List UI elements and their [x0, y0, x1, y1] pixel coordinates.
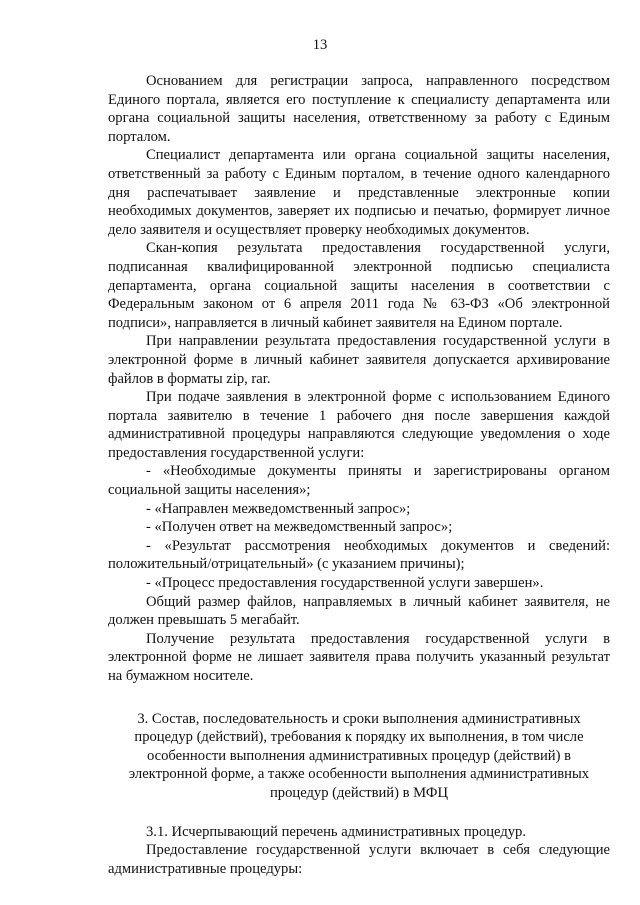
paragraph-registration-basis: Основанием для регистрации запроса, направленного посредством Единого портала, является его поступление к специалисту департамента или органа социальной защиты населения, ответственному за работу с Единым порталом.	[108, 73, 610, 145]
paragraph-paper-result: Получение результата предоставления государственной услуги в электронной форме не лишает заявителя права получить указанный результат на бумажном носителе.	[108, 630, 610, 684]
paragraph-notifications-intro: При подаче заявления в электронной форме с использованием Единого портала заявителю в течение 1 рабочего дня после завершения каждой административной процедуры направляются следующие уведомления о ходе предоставления государственной услуги:	[108, 389, 610, 461]
list-item-process-completed: - «Процесс предоставления государственной услуги завершен».	[146, 575, 544, 592]
paragraph-file-size: Общий размер файлов, направляемых в личный кабинет заявителя, не должен превышать 5 мегабайт.	[108, 593, 610, 629]
list-item-review-result: - «Результат рассмотрения необходимых документов и сведений: положительный/отрицательный» (с указанием причины);	[108, 537, 610, 573]
paragraph-scan-copy: Скан-копия результата предоставления государственной услуги, подписанная квалифицированной электронной подписью специалиста департамента, органа социальной защиты населения в соответствии с Федеральным законом от 6 апреля 2011 года № 63-ФЗ «Об электронной подписи», направляется в личный кабинет заявителя на Едином портале.	[108, 240, 610, 331]
section-heading: 3. Состав, последовательность и сроки выполнения административных процедур (действий), требования к порядку их выполнения, в том числе особенности выполнения административных процедур (действий) в электронной форме, а также особенности выполнения административных процедур (действий) в МФЦ	[128, 710, 590, 801]
paragraph-specialist-duties: Специалист департамента или органа социальной защиты населения, ответственный за работу с Единым порталом, в течение одного календарного дня распечатывает заявление и представленные электронные копии необходимых документов, заверяет их подписью и печатью, формирует личное дело заявителя и осуществляет проверку необходимых документов.	[108, 147, 610, 238]
page-number: 13	[312, 37, 328, 53]
document-body	[108, 72, 610, 878]
paragraph-archiving: При направлении результата предоставления государственной услуги в электронной форме в личный кабинет заявителя допускается архивирование файлов в форматы zip, rar.	[108, 333, 610, 387]
paragraph-procedures-intro: Предоставление государственной услуги включает в себя следующие административные процедуры:	[108, 842, 610, 877]
list-item-response-received: - «Получен ответ на межведомственный запрос»;	[146, 519, 453, 536]
list-item-documents-accepted: - «Необходимые документы приняты и зарегистрированы органом социальной защиты населения»;	[108, 463, 610, 499]
paragraph-procedures-list-title: 3.1. Исчерпывающий перечень административных процедур.	[146, 823, 527, 840]
list-item-request-sent: - «Направлен межведомственный запрос»;	[146, 500, 411, 517]
